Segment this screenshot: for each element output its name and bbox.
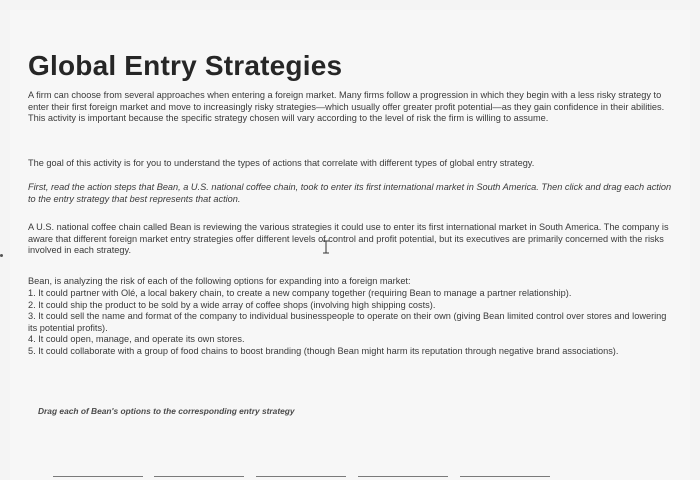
- drag-instruction-label: Drag each of Bean's options to the corresponding entry strategy: [38, 406, 295, 416]
- drop-zone-3[interactable]: [256, 464, 346, 477]
- option-item-5: 5. It could collaborate with a group of food chains to boost branding (though Bean might harm its reputation through negative brand associations).: [28, 345, 619, 356]
- analyzing-paragraph: Bean, is analyzing the risk of each of the following options for expanding into a foreign market:: [28, 276, 411, 286]
- options-list: [28, 288, 673, 358]
- drop-zone-1[interactable]: [53, 464, 143, 477]
- drop-zone-4[interactable]: [358, 464, 448, 477]
- option-item-4: 4. It could open, manage, and operate its own stores.: [28, 334, 245, 345]
- case-paragraph: A U.S. national coffee chain called Bean is reviewing the various strategies it could use to enter its first international market in South America. The company is aware that different foreign market entry strategies offer different levels of control and profit potential, but its executives are primarily concerned with the risks involved in each strategy.: [28, 222, 669, 256]
- goal-paragraph: The goal of this activity is for you to understand the types of actions that correlate with different types of global entry strategy.: [28, 158, 535, 168]
- option-item-3: 3. It could sell the name and format of the company to individual businesspeople to operate on their own (giving Bean limited control over stores and lowering its potential profits).: [28, 311, 667, 333]
- edge-marker: [0, 254, 3, 257]
- instructions-paragraph: First, read the action steps that Bean, a U.S. national coffee chain, took to enter its first international market in South America. Then click and drag each action to the entry strategy that best represents that action.: [28, 182, 672, 204]
- option-item-1: 1. It could partner with Olé, a local bakery chain, to create a new company together (requiring Bean to manage a partner relationship).: [28, 288, 572, 298]
- drop-zone-2[interactable]: [154, 464, 244, 477]
- activity-page: [10, 10, 690, 480]
- page-title: Global Entry Strategies: [28, 50, 343, 81]
- intro-paragraph: A firm can choose from several approaches when entering a foreign market. Many firms follow a progression in which they begin with a less risky strategy to enter their first foreign market and move to increasingly risky strategies—which usually offer greater profit potential—as they gain confidence in their abilities. This activity is important because the specific strategy chosen will vary according to the level of risk the firm is willing to assume.: [28, 90, 665, 124]
- drop-zone-5[interactable]: [460, 464, 550, 477]
- text-cursor-icon: [322, 240, 330, 254]
- option-item-2: 2. It could ship the product to be sold by a wide array of coffee shops (involving high shipping costs).: [28, 299, 436, 310]
